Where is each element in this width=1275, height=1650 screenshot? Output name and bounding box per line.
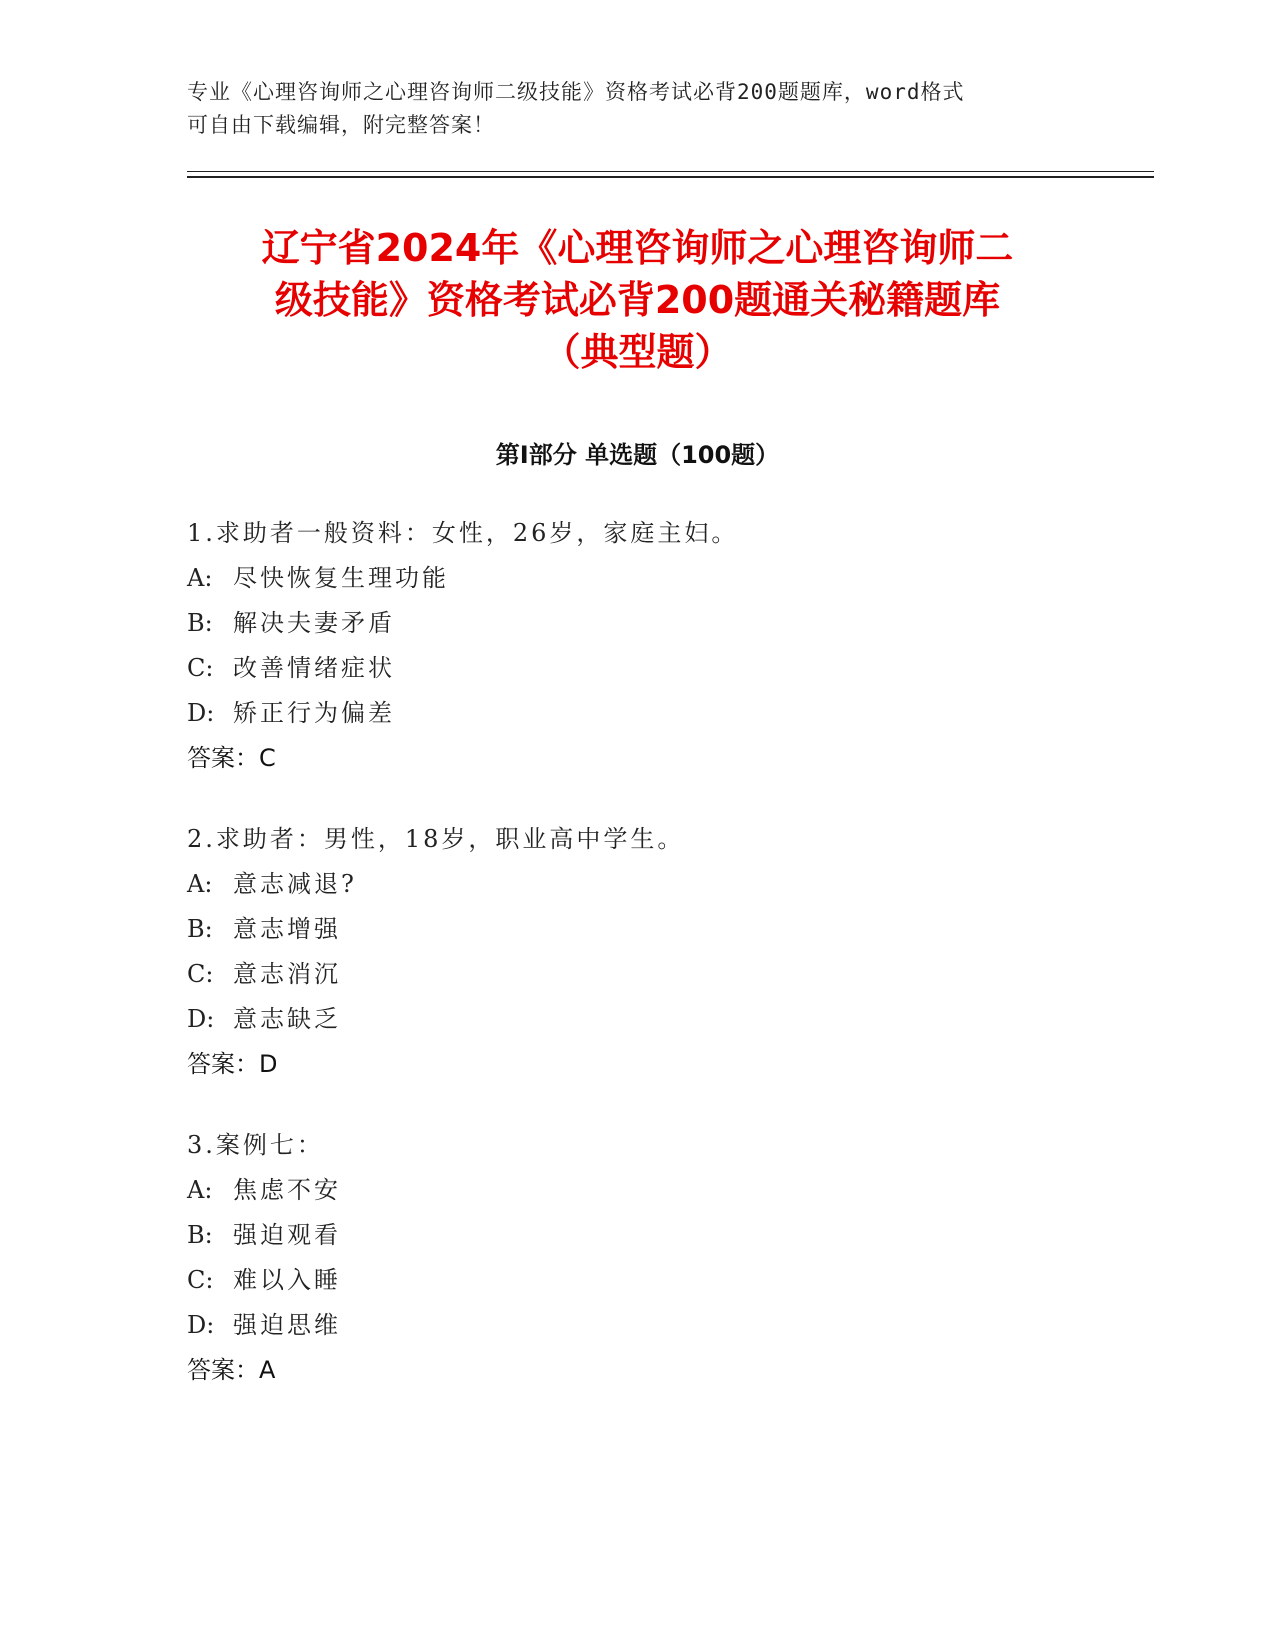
answer-line: 答案：C	[187, 744, 276, 772]
option-key: B:	[187, 915, 213, 943]
option-c	[187, 646, 1087, 691]
question-item	[187, 1123, 1087, 1393]
title-line-2: 级技能》资格考试必背200题通关秘籍题库	[274, 278, 1001, 322]
option-b	[187, 601, 1087, 646]
title-line-3: （典型题）	[542, 330, 733, 374]
header-note	[187, 76, 1067, 142]
option-d	[187, 691, 1087, 736]
title-line-1: 辽宁省2024年《心理咨询师之心理咨询师二	[261, 226, 1014, 270]
option-c	[187, 952, 1087, 997]
option-b	[187, 907, 1087, 952]
option-text: 改善情绪症状	[233, 654, 395, 682]
answer-line: 答案：D	[187, 1050, 278, 1078]
answer-line: 答案：A	[187, 1356, 276, 1384]
option-text: 意志减退?	[233, 870, 357, 898]
option-a	[187, 862, 1087, 907]
header-divider-thick	[187, 176, 1154, 178]
option-c	[187, 1258, 1087, 1303]
option-d	[187, 1303, 1087, 1348]
option-text: 焦虑不安	[233, 1176, 341, 1204]
header-divider-thin	[187, 171, 1154, 172]
option-d	[187, 997, 1087, 1042]
option-b	[187, 1213, 1087, 1258]
question-stem: 1.求助者一般资料：女性，26岁，家庭主妇。	[187, 519, 739, 547]
option-key: D:	[187, 699, 215, 727]
option-text: 解决夫妻矛盾	[233, 609, 395, 637]
option-text: 强迫观看	[233, 1221, 341, 1249]
option-key: B:	[187, 609, 213, 637]
option-text: 尽快恢复生理功能	[233, 564, 449, 592]
option-a	[187, 1168, 1087, 1213]
option-key: C:	[187, 960, 214, 988]
option-key: B:	[187, 1221, 213, 1249]
question-item	[187, 817, 1087, 1087]
option-key: D:	[187, 1311, 215, 1339]
question-stem: 2.求助者：男性，18岁，职业高中学生。	[187, 825, 685, 853]
option-key: A:	[187, 1176, 213, 1204]
option-text: 难以入睡	[233, 1266, 341, 1294]
option-text: 意志缺乏	[233, 1005, 341, 1033]
option-a	[187, 556, 1087, 601]
option-key: A:	[187, 870, 213, 898]
option-text: 意志增强	[233, 915, 341, 943]
option-key: D:	[187, 1005, 215, 1033]
question-item	[187, 511, 1087, 781]
option-key: A:	[187, 564, 213, 592]
header-note-line-2: 可自由下载编辑，附完整答案！	[187, 113, 495, 137]
question-stem: 3.案例七：	[187, 1131, 324, 1159]
option-key: C:	[187, 1266, 214, 1294]
document-title	[150, 222, 1125, 378]
option-text: 强迫思维	[233, 1311, 341, 1339]
option-text: 矫正行为偏差	[233, 699, 395, 727]
section-heading: 第Ⅰ部分 单选题（100题）	[495, 441, 780, 469]
option-key: C:	[187, 654, 214, 682]
option-text: 意志消沉	[233, 960, 341, 988]
header-note-line-1: 专业《心理咨询师之心理咨询师二级技能》资格考试必背200题题库，word格式	[187, 80, 965, 104]
